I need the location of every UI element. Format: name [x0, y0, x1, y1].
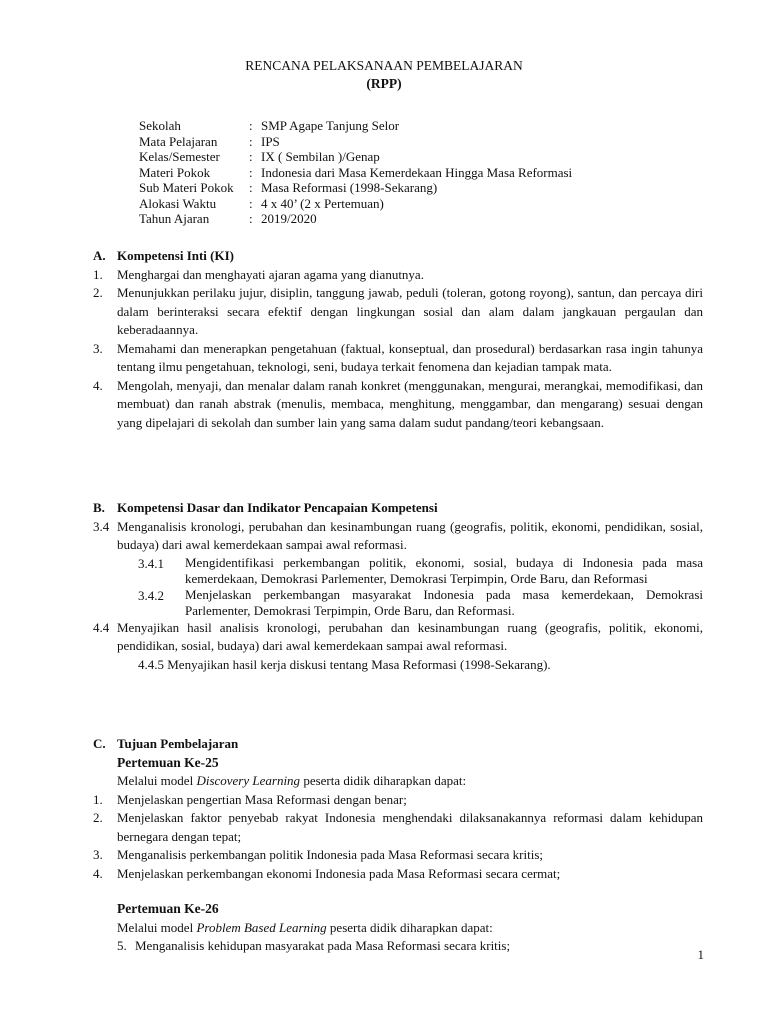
objective-number: 3. — [93, 847, 103, 862]
meta-row-subtopic — [139, 180, 699, 196]
meta-label: Tahun Ajaran — [139, 211, 210, 226]
identity-table — [139, 118, 699, 227]
list-text: Menghargai dan menghayati ajaran agama yang dianutnya. — [117, 266, 424, 282]
objective-item — [93, 865, 703, 884]
meeting-intro — [117, 772, 703, 791]
section-learning-objectives — [93, 735, 703, 956]
indicator-text: Menjelaskan perkembangan masyarakat Indonesia pada masa kemerdekaan, Demokrasi Parlementer, Demokrasi Terpimpin, Orde Baru, dan Reformasi. — [185, 586, 703, 618]
meta-row-subject — [139, 134, 699, 150]
section-title: Kompetensi Dasar dan Indikator Pencapaian Kompetensi — [117, 500, 438, 515]
meta-row-year — [139, 211, 699, 227]
meta-label: Kelas/Semester — [139, 149, 220, 164]
objective-item — [93, 846, 703, 865]
model-name: Problem Based Learning — [196, 919, 327, 935]
list-number: 4. — [93, 377, 103, 393]
intro-text: Melalui model — [117, 773, 197, 788]
meta-label: Sub Materi Pokok — [139, 180, 234, 195]
objective-number: 2. — [93, 810, 103, 825]
competency-item — [93, 518, 703, 555]
meta-row-class — [139, 149, 699, 165]
indicator-item — [138, 555, 703, 587]
indicator-item — [138, 587, 703, 619]
meta-colon: : — [249, 195, 253, 211]
objective-number: 5. — [117, 938, 127, 953]
objective-number: 4. — [93, 865, 103, 881]
meeting-intro — [117, 919, 703, 938]
meta-label: Sekolah — [139, 118, 181, 133]
meta-value: 4 x 40’ (2 x Pertemuan) — [261, 195, 384, 211]
section-letter: B. — [93, 500, 105, 515]
page-number: 1 — [697, 947, 704, 962]
objective-text: Menjelaskan pengertian Masa Reformasi dengan benar; — [117, 791, 407, 807]
list-item — [93, 266, 703, 285]
competency-number: 4.4 — [93, 619, 110, 635]
objective-item — [93, 809, 703, 846]
objective-text: Menganalisis kehidupan masyarakat pada Masa Reformasi secara kritis; — [135, 938, 511, 953]
list-item — [93, 284, 703, 340]
section-core-competencies — [93, 247, 703, 432]
competency-item — [93, 619, 703, 656]
model-name: Discovery Learning — [196, 773, 301, 788]
meta-label: Mata Pelajaran — [139, 133, 218, 149]
indicator-number: 3.4.1 — [138, 555, 164, 571]
meta-value: Indonesia dari Masa Kemerdekaan Hingga Masa Reformasi — [261, 164, 573, 180]
meta-value: 2019/2020 — [261, 211, 317, 226]
competency-number: 3.4 — [93, 518, 110, 534]
section-heading — [93, 735, 703, 754]
meta-colon: : — [249, 118, 253, 133]
list-text: Mengolah, menyaji, dan menalar dalam ranah konkret (menggunakan, mengurai, merangkai, memodifikasi, dan membuat) dan ranah abstrak (menulis, membaca, menghitung, menggambar, dan mengarang) sesuai dengan yang dipelajari di sekolah dan sumber lain yang sama dalam sudut pandang/teori kebangsaan. — [117, 377, 703, 430]
list-item — [93, 340, 703, 377]
meta-row-topic — [139, 165, 699, 181]
objective-text: Menjelaskan faktor penyebab rakyat Indonesia menghendaki dilaksanakannya reformasi dalam kehidupan bernegara dengan tepat; — [117, 810, 703, 844]
section-heading — [93, 499, 703, 518]
meta-value: SMP Agape Tanjung Selor — [261, 118, 400, 133]
competency-text: Menyajikan hasil analisis kronologi, perubahan dan kesinambungan ruang (geografis, politik, ekonomi, pendidikan, sosial, budaya) dari awal kemerdekaan sampai awal reformasi. — [117, 619, 703, 653]
meta-colon: : — [249, 211, 253, 226]
list-number: 3. — [93, 340, 103, 356]
meta-colon: : — [249, 149, 253, 164]
objective-text: Menganalisis perkembangan politik Indonesia pada Masa Reformasi secara kritis; — [117, 847, 543, 862]
objective-number: 1. — [93, 791, 103, 807]
competency-text: Menganalisis kronologi, perubahan dan kesinambungan ruang (geografis, politik, ekonomi, pendidikan, sosial, budaya) dari awal kemerdekaan sampai awal reformasi. — [117, 518, 703, 552]
list-text: Menunjukkan perilaku jujur, disiplin, tanggung jawab, peduli (toleran, gotong royong), santun, dan percaya diri dalam berinteraksi secara efektif dengan lingkungan sosial dan alam dalam jangkauan pergaulan dan keberadaannya. — [117, 285, 703, 337]
meta-row-time — [139, 196, 699, 212]
meta-row-school — [139, 118, 699, 134]
meta-value: IX ( Sembilan )/Genap — [261, 149, 380, 164]
list-number: 2. — [93, 285, 103, 300]
indicator-number: 3.4.2 — [138, 587, 164, 603]
objective-item — [93, 791, 703, 810]
list-item — [93, 377, 703, 433]
meta-colon: : — [249, 180, 253, 195]
section-title: Tujuan Pembelajaran — [117, 736, 239, 751]
meeting-title: Pertemuan Ke-26 — [117, 901, 219, 916]
meta-value: IPS — [261, 133, 280, 149]
section-letter: C. — [93, 736, 106, 751]
intro-text: Melalui model — [117, 919, 197, 935]
meta-colon: : — [249, 133, 253, 149]
indicator-text: Mengidentifikasi perkembangan politik, ekonomi, sosial, budaya di Indonesia pada masa kemerdekaan, Demokrasi Parlementer, Demokrasi Terpimpin, Orde Baru, dan Reformasi — [185, 554, 703, 586]
section-title: Kompetensi Inti (KI) — [117, 248, 234, 263]
document-subtitle: (RPP) — [366, 76, 402, 91]
meta-label: Materi Pokok — [139, 164, 211, 180]
intro-text: peserta didik diharapkan dapat: — [326, 919, 493, 935]
list-number: 1. — [93, 266, 103, 282]
section-basic-competencies — [93, 499, 703, 674]
objective-text: Menjelaskan perkembangan ekonomi Indonesia pada Masa Reformasi secara cermat; — [117, 865, 561, 881]
meta-colon: : — [249, 164, 253, 180]
section-letter: A. — [93, 248, 106, 263]
indicator-text: 4.4.5 Menyajikan hasil kerja diskusi tentang Masa Reformasi (1998-Sekarang). — [138, 656, 551, 672]
list-text: Memahami dan menerapkan pengetahuan (faktual, konseptual, dan prosedural) berdasarkan rasa ingin tahunya tentang ilmu pengetahuan, teknologi, seni, budaya terkait fenomena dan kejadian tampak mata. — [117, 340, 703, 374]
objective-item — [117, 937, 703, 956]
meta-label: Alokasi Waktu — [139, 195, 217, 211]
intro-text: peserta didik diharapkan dapat: — [300, 773, 467, 788]
document-title: RENCANA PELAKSANAAN PEMBELAJARAN — [245, 58, 523, 73]
meta-value: Masa Reformasi (1998-Sekarang) — [261, 180, 438, 195]
meeting-title: Pertemuan Ke-25 — [117, 754, 219, 770]
section-heading — [93, 247, 703, 266]
